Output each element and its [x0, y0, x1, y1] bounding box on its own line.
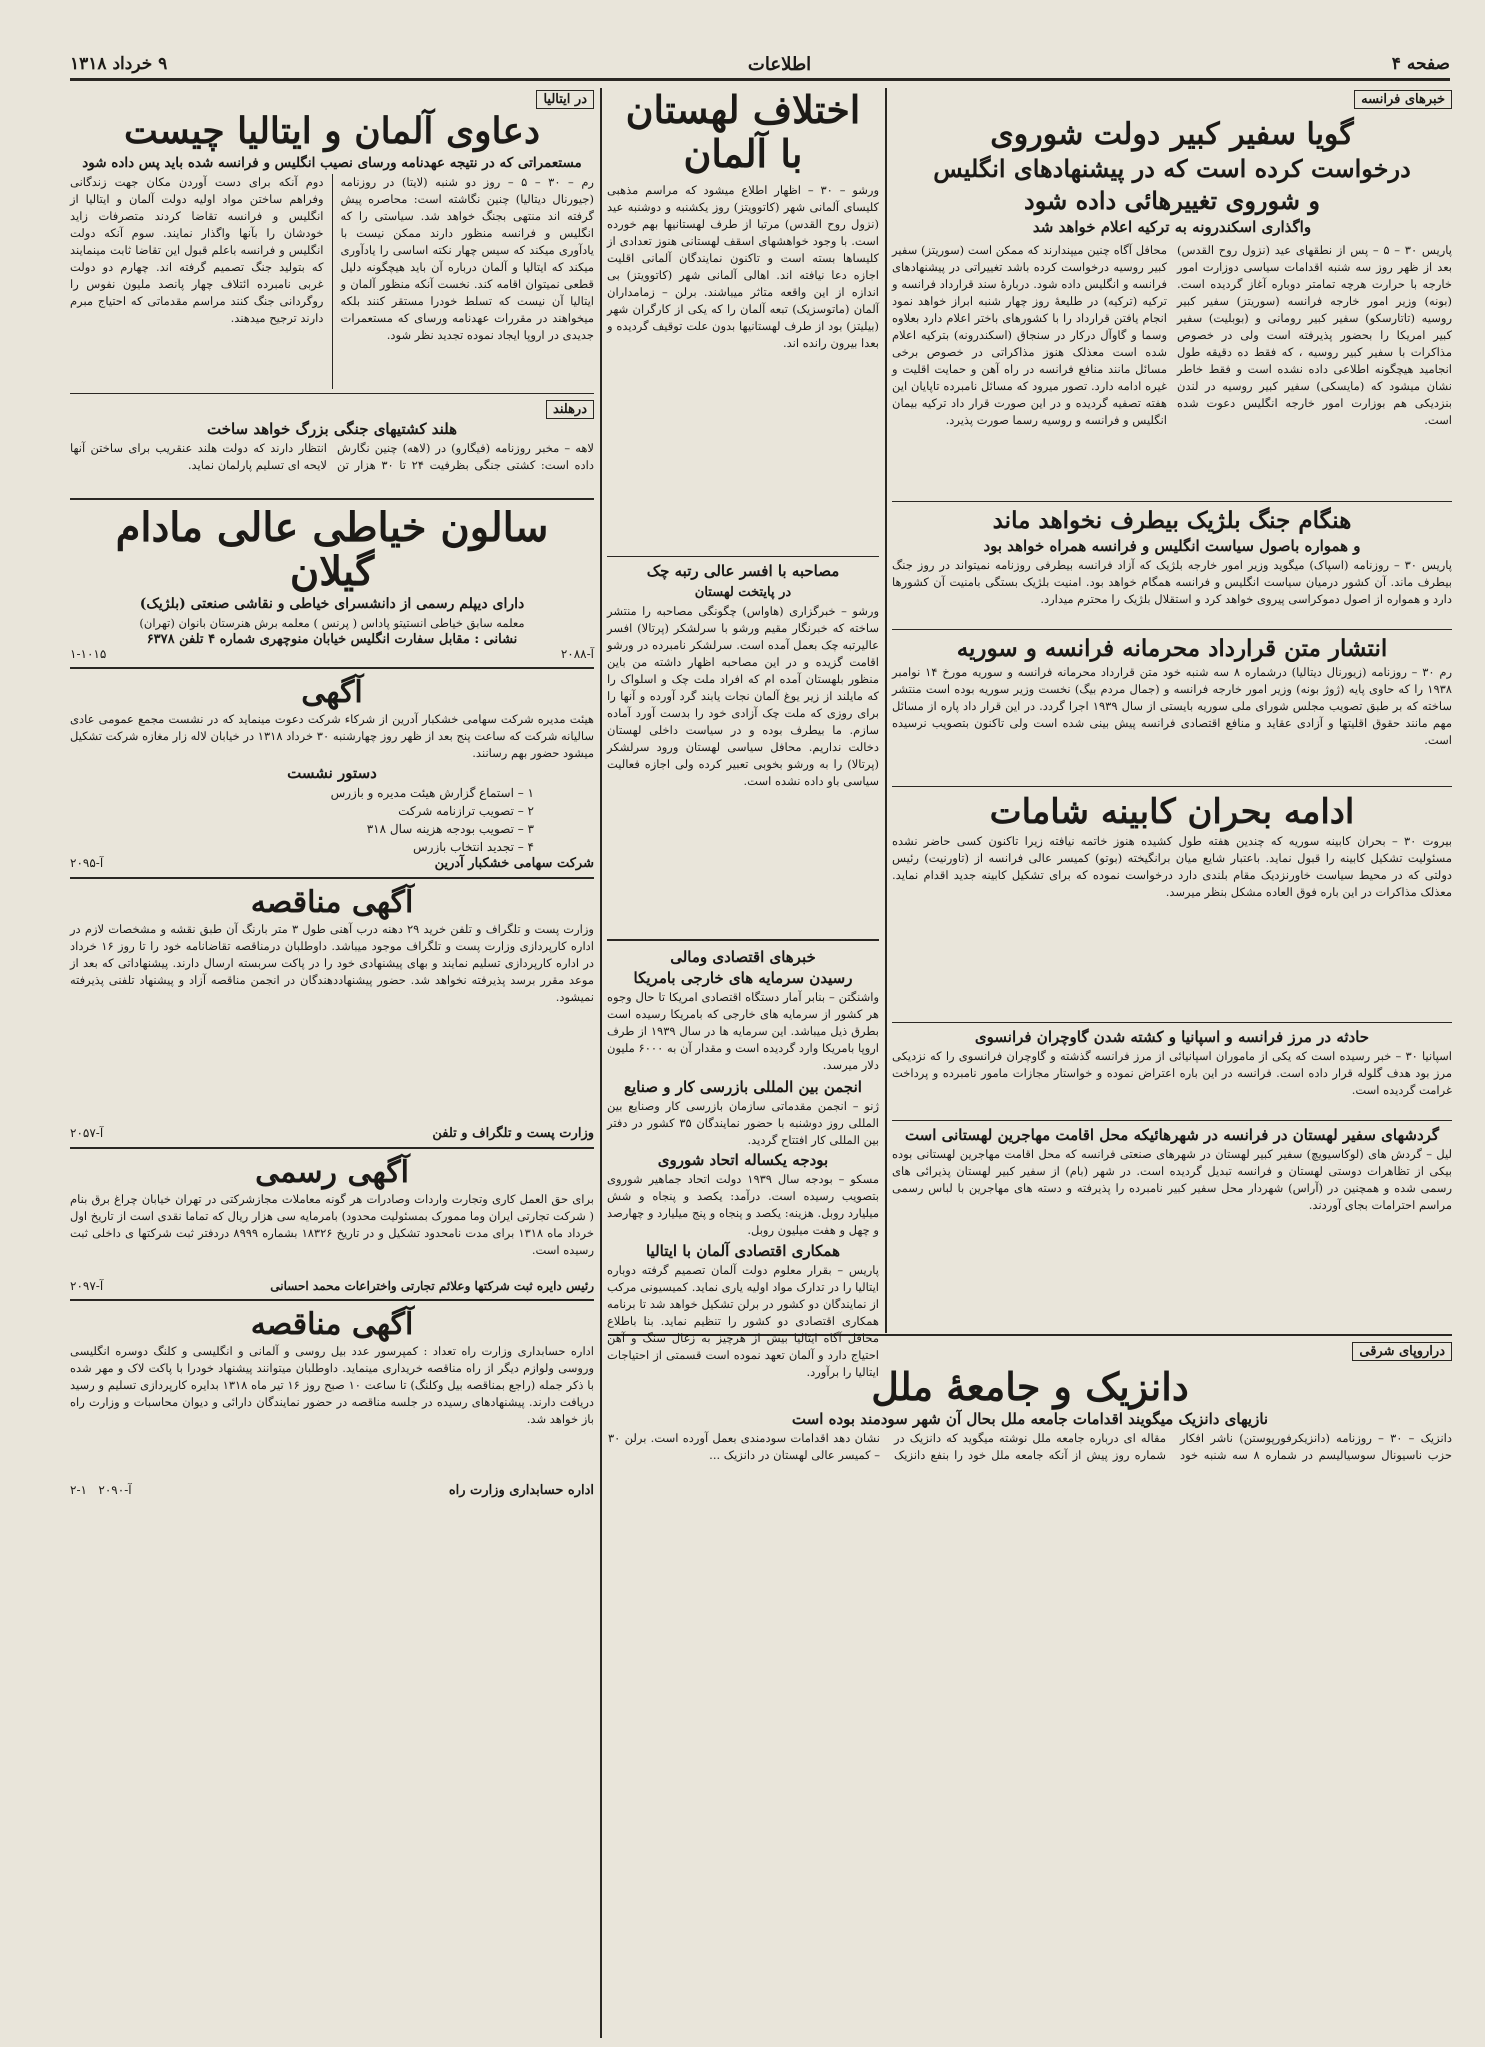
- subheadline-czech: در پایتخت لهستان: [694, 585, 792, 600]
- divider: [70, 667, 594, 669]
- article-soviet-text-left: محافل آگاه چنین میپندارند که ممکن است (سوریتز) سفیر کبیر روسیه درخواست کرده باشد تغییراتی در پیشنهادهای فرانسه و انگلیس داده شود. دربارهٔ سند قرارداد فرانسه و ترکیه (ترکیه) در طلیعهٔ روز چهار شنبه ابراز خواهد نمود انجام یافتن قرارداد را با کشورهای باختر اعلام دارد بعلاوه وسما و گاوآل درکار در سنجاق (اسکندرونه) بترکیه اعلام شده است معذلک هنوز مذاکراتی در خصوص برخی مسائل مانند منافع فرانسه در راه آهن و حمایت اقلیت و غیره ادامه دارد. تصور میرود که مسائل نامبرده تاپایان این هفته تصفیه گردیده و در این صورت قرار داد ترکیه بیمان انگلیس و فرانسه و روسیه رسما صورت پذیرد.: [892, 243, 1167, 427]
- subheadline-soviet: درخواست کرده است که در پیشنهادهای انگلیس: [933, 154, 1411, 183]
- article-german-italian-economy-text: پاریس – بقرار معلوم دولت آلمان تصمیم گرفته دوباره ایتالیا را در تدارک مواد اولیه یاری نماید. کمیسیونی مرکب از نمایندگان دو کشور در برلن تشکیل خواهد شد تا برنامه همکاری اقتصادی دو کشور را تنظیم نماید. بنا باطلاع محافل آگاه ایتالیا بیش از هرچیز به زغال سنگ و آهن احتیاج دارد و آلمان تعهد نموده است قسمتی از احتیاجات ایتالیا را برآورد.: [607, 1263, 879, 1379]
- article-claims-text-right: رم – ۳۰ – ۵ – روز دو شنبه (لایتا) در روزنامه (جیورنال دیتالیا) چنین نگاشته است: محاصره پیش گرفته اند منتهی بجنگ خواهد شد. سیاستی را که انگلیس و فرانسه منظور دارند ممکن نیست با یادآوری میکند که سیس چهار نکته اساسی را یادآوری میکند که ایتالیا و آلمان درباره آن باید هیچگونه دلیل قطعی نمیتوان اقامه کند. نخست آنکه منظور آلمان و ایتالیا آن نیست که تسلط خودرا مستقر کنند بلکه میخواهند در مقررات عهدنامه ورسای که مستعمرات جدیدی در اروپا ایجاد نموده تجدید نظر شود.: [340, 175, 594, 342]
- right-column: [892, 88, 1452, 1328]
- ad-tender-post-signature: وزارت پست و تلگراف و تلفن: [432, 1126, 594, 1141]
- subheadline-soviet-2: و شوروی تغییرهائی داده شود: [1024, 186, 1320, 215]
- article-soviet-body: [892, 242, 1452, 497]
- headline-labor-inspection: انجمن بین المللی بازرسی کار و صنایع: [624, 1078, 862, 1096]
- ad-agenda-list: [70, 784, 594, 856]
- ad-official-body: برای حق العمل کاری وتجارت واردات وصادرات هر گونه معاملات مجازشرکتی در تهران خیابان چراغ برق بنام ( شرکت تجارتی ایران وما ممورک بمسئولیت محدود) بامرمایه سی هزار ریال که تماما نقدی است از تاریخ اول خرداد ماه ۱۳۱۸ برای مدت نامحدود تشکیل و در تاریخ ۱۸۳۲۶ بشماره ۸۹۹۹ دردفتر ثبت شرکتها ی داخلی ثبت رسیده است.: [70, 1192, 594, 1257]
- ad-tender-roads-signature: اداره حسابداری وزارت راه: [448, 1483, 594, 1498]
- headline-danzig: دانزیک و جامعهٔ ملل: [871, 1364, 1189, 1409]
- divider: [607, 939, 879, 941]
- divider: [892, 1022, 1452, 1023]
- left-column: [70, 88, 594, 2038]
- article-syria-text: رم ۳۰ – روزنامه (زیورنال دیتالیا) درشماره ۸ سه شنبه خود متن قرارداد محرمانه فرانسه و سوریه مورخ ۱۴ نوامبر ۱۹۳۸ را که حاوی پایه (ژوژ بونه) وزیر امور خارجه فرانسه و (جمال مردم بیگ) نخست وزیر سوریه بوده است منتشر ساخته که بر طبق تصویب مجلس شورای ملی سوریه بایستی از سال ۱۹۳۹ اجرا گردد. در این قرار داد پاره از مسائل مهم مانند حقوق اقلیتها و آزادی عقاید و منافع اقتصادی فرانسه پیش بینی شده است ولی تاکنون بتصویب نرسیده است.: [892, 665, 1452, 747]
- article-claims-body: [70, 174, 594, 389]
- ad-tender-roads-ref-left: ۲-۱: [70, 1483, 87, 1497]
- divider: [70, 877, 594, 879]
- ad-tailor-teacher: معلمه سابق خیاطی انستیتو پاداس ( پرنس ) معلمه برش هنرستان بانوان (تهران): [139, 616, 525, 630]
- article-danzig-text: دانزیک – ۳۰ – روزنامه (دانزیکرفورپوستن) ناشر افکار حزب ناسیونال سوسیالیسم در شماره ۸ سه شنبه خود مقاله ای درباره جامعه ملل نوشته میگوید که دانزیک در شماره روز پیش از آنکه جامعه ملل خود را بنفع دانزیک نشان دهد اقدامات سودمندی بعمل آورده است. برلن ۳۰ – کمیسر عالی لهستان در دانزیک ...: [608, 1431, 1452, 1462]
- ad-official-ref: آ-۲۰۹۷: [70, 1279, 104, 1293]
- ad-tailor-refs: [70, 647, 594, 661]
- ad-tender-roads-ref: [70, 1483, 132, 1498]
- section-tag-france: خبرهای فرانسه: [1354, 90, 1452, 109]
- subheadline-alexandretta: واگذاری اسکندرونه به ترکیه اعلام خواهد شد: [1032, 218, 1312, 236]
- ad-tender-post-ref: آ-۲۰۵۷: [70, 1126, 104, 1140]
- ad-notice-signature: شرکت سهامی خشکبار آدرین: [434, 856, 594, 871]
- ad-official-signature: رئیس دایره ثبت شرکتها وعلائم تجارتی واختراعات محمد احسانی: [270, 1279, 594, 1293]
- section-tag-netherlands: درهلند: [546, 400, 594, 419]
- divider: [892, 1120, 1452, 1121]
- ad-tailor-address: نشانی : مقابل سفارت انگلیس خیابان منوچهری شماره ۴ تلفن ۶۳۷۸: [146, 632, 518, 647]
- column-divider-left: [600, 88, 602, 2038]
- agenda-item: ۴ – تجدید انتخاب بازرس: [413, 840, 534, 854]
- ad-dried-fruit-company: [70, 675, 594, 871]
- headline-german-italian-claims: دعاوی آلمان و ایتالیا چیست: [124, 110, 540, 152]
- ad-official-title: آگهی رسمی: [255, 1155, 409, 1190]
- divider: [70, 1147, 594, 1149]
- headline-syria-treaty: انتشار متن قرارداد محرمانه فرانسه و سوریه: [956, 635, 1388, 662]
- divider: [892, 629, 1452, 630]
- masthead: [70, 52, 1450, 76]
- ad-tender-roads-title: آگهی مناقصه: [250, 1307, 414, 1342]
- ad-tender-roads-ref-right: آ-۲۰۹۰: [98, 1483, 132, 1497]
- section-tag-eastern-europe: دراروپای شرقی: [1352, 1342, 1452, 1361]
- ad-tender-post-footer: [70, 1126, 594, 1141]
- masthead-date: ۹ خرداد ۱۳۱۸: [70, 54, 168, 74]
- headline-czech-officer: مصاحبه با افسر عالی رتبه چک: [646, 562, 840, 580]
- agenda-item: ۱ – استماع گزارش هیئت مدیره و بازرس: [330, 786, 534, 800]
- headline-soviet-ambassador: گویا سفیر کبیر دولت شوروی: [990, 117, 1354, 152]
- ad-tailor-ref-right: آ-۲۰۸۸: [560, 647, 594, 661]
- headline-foreign-capital: رسیدن سرمایه های خارجی بامریکا: [633, 969, 853, 987]
- headline-spain-border: حادثه در مرز فرانسه و اسپانیا و کشته شدن گاوچران فرانسوی: [974, 1028, 1370, 1046]
- ad-tailor-title: سالون خیاطی عالی مادام گیلان: [115, 504, 549, 595]
- headline-dutch-warships: هلند کشتیهای جنگی بزرگ خواهد ساخت: [206, 420, 457, 438]
- ad-tailor-ref-left: ۱-۱۰۱۵: [70, 647, 107, 661]
- headline-syria-cabinet: ادامه بحران کابینه شامات: [989, 792, 1355, 832]
- ad-tailor-diploma: دارای دیپلم رسمی از دانشسرای خیاطی و نقاشی صنعتی (بلژیک): [139, 596, 525, 612]
- article-dutch-text: لاهه – مخبر روزنامه (فیگارو) در (لاهه) چنین نگارش داده است: کشتی جنگی بظرفیت ۲۴ تا ۳۰ هزار تن انتظار دارند که دولت هلند عنقریب برای ساختن آنها لایحه ای تسلیم پارلمان نماید.: [70, 441, 594, 472]
- article-poland-text: ورشو – ۳۰ – اظهار اطلاع میشود که مراسم مذهبی کلیسای آلمانی شهر (کاتوویتز) روز یکشنبه و دوشنبه عید (نزول روح القدس) مرتبا از طرف لهستانیها بهم خورده است. با وجود خواهشهای اسقف لهستانی هنوز تعدادی از کلیساها بسته است و تاکنون نمایندگان آلمانی اقلیت اجازه دعا نیافته اند. اهالی آلمانی شهر (کاتوویتز) بی اندازه از این واقعه متاثر میباشند. برلن – زمامداران آلمان (ماتوسزیک) تبعه آلمان را که یکی از کارگران شهر (بیلیتز) بود از طرف لهستانیها بدون علت توقیف گردیده و بعدا بیرون رانده اند.: [607, 183, 880, 350]
- article-syria-cabinet-text: بیروت ۳۰ – بحران کابینه سوریه که چندین هفته طول کشیده هنوز خاتمه نیافته زیرا تاکنون کسی حاضر نشده مسئولیت تشکیل کابینه را قبول نماید. باعتبار شایع میان برانگیخته (بوتو) کمیسر عالی فرانسه از (تاورنیت) رئیس دولتی که در محیط سیاست خاورنزدیک مقام بلندی دارد درخواست نموده که برای تشکیل کابینه جدید اقدام نماید. معذلک مذاکرات در این باره فوق العاده مشکل بنظر میرسد.: [892, 834, 1452, 899]
- headline-german-italian-economy: همکاری اقتصادی آلمان با ایتالیا: [645, 1242, 841, 1260]
- ad-notice-body: هیئت مدیره شرکت سهامی خشکبار آدرین از شرکاء شرکت دعوت مینماید که در نشست مجمع عمومی عادی سالیانه شرکت که ساعت پنج بعد از ظهر روز چهارشنبه ۳۰ خرداد ۱۳۱۸ در خیابان لاله زار مغازه شرکت تشکیل میشود حضور بهم رسانند.: [70, 712, 595, 760]
- ad-tender-post: [70, 885, 594, 1141]
- masthead-rule: [70, 78, 1450, 81]
- article-labor-text: ژنو – انجمن مقدماتی سازمان بازرسی کار وصنایع بین المللی روز دوشنبه با حضور نمایندگان ۳۵ کشور در دفتر بین المللی کار افتتاح گردید.: [607, 1099, 879, 1147]
- column-divider-right: [885, 88, 887, 1333]
- ad-tender-post-title: آگهی مناقصه: [250, 885, 414, 920]
- headline-polish-ambassador: گردشهای سفیر لهستان در فرانسه در شهرهائیکه محل اقامت مهاجرین لهستانی است: [904, 1126, 1440, 1144]
- divider: [70, 498, 594, 500]
- article-budget-text: مسکو – بودجه سال ۱۹۳۹ دولت اتحاد جماهیر شوروی بتصویب رسیده است. درآمد: یکصد و پنجاه و شش میلیارد روبل. هزینه: یکصد و پنجاه و پنج میلیارد و چهارصد و چهل و هفت میلیون روبل.: [607, 1172, 879, 1237]
- article-polish-text: لیل – گردش های (لوکاسیویچ) سفیر کبیر لهستان در شهرهای صنعتی فرانسه که محل اقامت مهاجرین لهستانی بوده بیکی از تظاهرات دوستی لهستان و فرانسه تبدیل گردیده است. در شهر (بام) از سفیر کبیر لهستان پذیرائی های رسمی شده و همچنین در (آراس) شهردار محل سفیر کبیر نامبرده را پذیرفته و دسته های مهاجرین با لباس رسمی مراسم احترامات بجای آوردند.: [892, 1147, 1452, 1212]
- ad-agenda-title: دستور نشست: [287, 764, 377, 782]
- agenda-item: ۲ – تصویب ترازنامه شرکت: [398, 804, 534, 818]
- middle-column: [607, 87, 880, 1379]
- ad-notice-ref: آ-۲۰۹۵: [70, 856, 104, 870]
- ad-tender-roads-footer: [70, 1483, 594, 1498]
- headline-belgium: هنگام جنگ بلژیک بیطرف نخواهد ماند: [992, 507, 1352, 534]
- article-capital-text: واشنگتن – بنابر آمار دستگاه اقتصادی امریکا تا حال وجوه هر کشور از سرمایه های خارجی که بامریکا رسیده است بطرق ذیل میباشد. این سرمایه ها در سال ۱۹۳۹ از طرف اروپا بامریکا وارد گردیده است و مقدار آن به ۶۰۰۰ ملیون دلار میرسد.: [607, 990, 880, 1072]
- masthead-paper-name: اطلاعات: [747, 53, 812, 75]
- divider: [892, 501, 1452, 502]
- inner-divider: [332, 174, 333, 389]
- article-soviet-text-right: پاریس ۳۰ – ۵ – پس از نطقهای عید (نزول روح القدس) بعد از ظهر روز سه شنبه اقدامات سیاسی دوزارت امور خارجه با حرارت هرچه تمامتر دوباره آغاز گردیده است. (بونه) وزیر امور خارجه فرانسه (سوریتز) سفیر کبیر روسیه (تاتارسکو) سفیر کبیر رومانی و (بوبلیت) سفیر کبیر امریکا را بحضور پذیرفته است ولی در خصوص مذاکرات با سفیر کبیر روسیه ، که فقط ده دقیقه طول انجامید هیچگونه اطلاعی داده نشده است و فقط خاطر نشان میشود که (مایسکی) سفیر کبیر روسیه در لندن بنزدیکی هم بوزارت امور خارجه انگلیس دعوت شده است.: [1177, 243, 1453, 427]
- article-spain-text: اسپانیا ۳۰ – خبر رسیده است که یکی از ماموران اسپانیائی از مرز فرانسه گذشته و گاوچران فرانسوی را که نزدیکی مرز بود هدف گلوله قرار داده است. فرانسه در این باره اعتراض نموده و خواستار مجازات مامور نامبرده و پرداخت غرامت گردیده است.: [892, 1049, 1452, 1097]
- ad-notice-footer: [70, 856, 594, 871]
- divider: [70, 1299, 594, 1301]
- masthead-page-number: صفحه ۴: [1391, 54, 1450, 74]
- article-belgium-text: پاریس ۳۰ – روزنامه (اسپاک) میگوید وزیر امور خارجه بلژیک که آزاد فرانسه بیطرفی روزنامه نمیتواند در روز جنگ بیطرف ماند. آن کشور درمیان سیاست انگلیس و فرانسه همگام خواهد بود. امنیت بلژیک بستگی بامنیت آن کشورها دارد و همواره از اصول دموکراسی پیروی خواهد کرد و استقلال بلژیک را محترم میدارد.: [892, 558, 1452, 606]
- divider: [892, 786, 1452, 787]
- ad-tender-post-body: وزارت پست و تلگراف و تلفن خرید ۲۹ دهنه درب آهنی طول ۳ متر بارنگ آن طبق نقشه و مشخصات لازم در اداره کارپردازی وزارت پست و تلگراف موجود میباشد. داوطلبان درمناقصه تقاضانامه خود را تا روز ۱۶ خرداد در اداره کارپردازی تسلیم نمایند و بهای پیشنهادی خود را در پاکت سربسته ارسال دارند. پیشنهاداتی که بعد از موعد مقرر برسد پذیرفته نخواهد شد. حضور پیشنهاددهندگان در انجمن مناقصه آزاد و پیشنهاد تلفنی پذیرفته نمیشود.: [70, 922, 594, 1004]
- danzig-article: [608, 1340, 1452, 2040]
- divider: [607, 556, 879, 557]
- divider: [70, 393, 594, 394]
- ad-tailor-salon: [70, 506, 594, 661]
- ad-notice-title: آگهی: [301, 675, 363, 710]
- subheadline-colonies: مستعمراتی که در نتیجه عهدنامه ورسای نصیب انگلیس و فرانسه شده باید پس داده شود: [82, 155, 582, 171]
- ad-official-notice: [70, 1155, 594, 1293]
- ad-tender-roads: [70, 1307, 594, 1498]
- ad-official-footer: [70, 1279, 594, 1293]
- article-claims-text-left: دوم آنکه برای دست آوردن مکان جهت زندگانی وفراهم ساختن مواد اولیه دولت آلمان و ایتالیا از انگلیس و فرانسه تقاضا کردند متصرفات زاید خودشان را بآنها واگذار نمایند. سوم آنکه دولت انگلیس و فرانسه باعلم قبول این تقاضا ثابت مینمایند که بتولید جنگ تصمیم گرفته اند. چهارم دو دولت غربی نامبرده ائتلاف چهار پانصد ملیون نفوس را روگردانی جنگ کنند مراسم مقدماتی که احتیاج مبرم دارند ترجیح میدهند.: [70, 175, 324, 325]
- section-economic: خبرهای اقتصادی ومالی: [670, 948, 816, 966]
- subheadline-danzig: نازیهای دانزیک میگویند اقدامات جامعه ملل بحال آن شهر سودمند بوده است: [791, 1410, 1269, 1428]
- headline-soviet-budget: بودجه یکساله اتحاد شوروی: [657, 1151, 829, 1169]
- article-czech-text: ورشو – خبرگزاری (هاواس) چگونگی مصاحبه را منتشر ساخته که خبرنگار مقیم ورشو با سرلشکر (پرتالا) افسر عالیرتبه چک بعمل آمده است. سرلشکر نامبرده در ورشو اقامت گزیده و در این مصاحبه اظهار داشته من باین منظور بلهستان آمده ام که افراد ملت چک و اسلواک را که مایلند از زیر یوغ آلمان نجات یابند گرد آورده و آنها را برای روزی که ملت چک آزادی خود را بدست آورد آماده سازم. ما بیطرف بوده و در سیاست داخلی لهستان دخالت نداریم. محافل سیاسی لهستان ورود سرلشکر (پرتالا) را به ورشو بخوبی تعبیر کرده ولی اجازه فعالیت سیاسی باو داده نشده است.: [607, 604, 879, 788]
- agenda-item: ۳ – تصویب بودجه هزینه سال ۳۱۸: [366, 822, 534, 836]
- section-tag-italy: در ایتالیا: [536, 90, 594, 109]
- headline-poland-germany-2: با آلمان: [683, 131, 803, 176]
- ad-tender-roads-body: اداره حسابداری وزارت راه تعداد : کمپرسور عدد بیل روسی و آلمانی و انگلیسی و کلنگ دوسره انگلیسی وروسی ولوازم دیگر از راه مناقصه خریداری مینماید. داوطلبان میتوانند پیشنهاد خودرا با پاکت لاک و مهر شده با ذکر جمله (راجع بمناقصه بیل وکلنگ) تا ساعت ۱۰ صبح روز ۱۶ تیر ماه ۱۳۱۸ بدایره کارپردازی تسلیم و رسید دریافت دارند. پیشنهادهای رسیده در جلسه مناقصه در حضور نمایندگان دارائی و دیوان محاسبات و وزارت راه باز خواهد شد.: [70, 1344, 595, 1426]
- headline-poland-germany: اختلاف لهستان: [625, 87, 861, 132]
- subheadline-belgium: و همواره باصول سیاست انگلیس و فرانسه همراه خواهد بود: [983, 537, 1361, 555]
